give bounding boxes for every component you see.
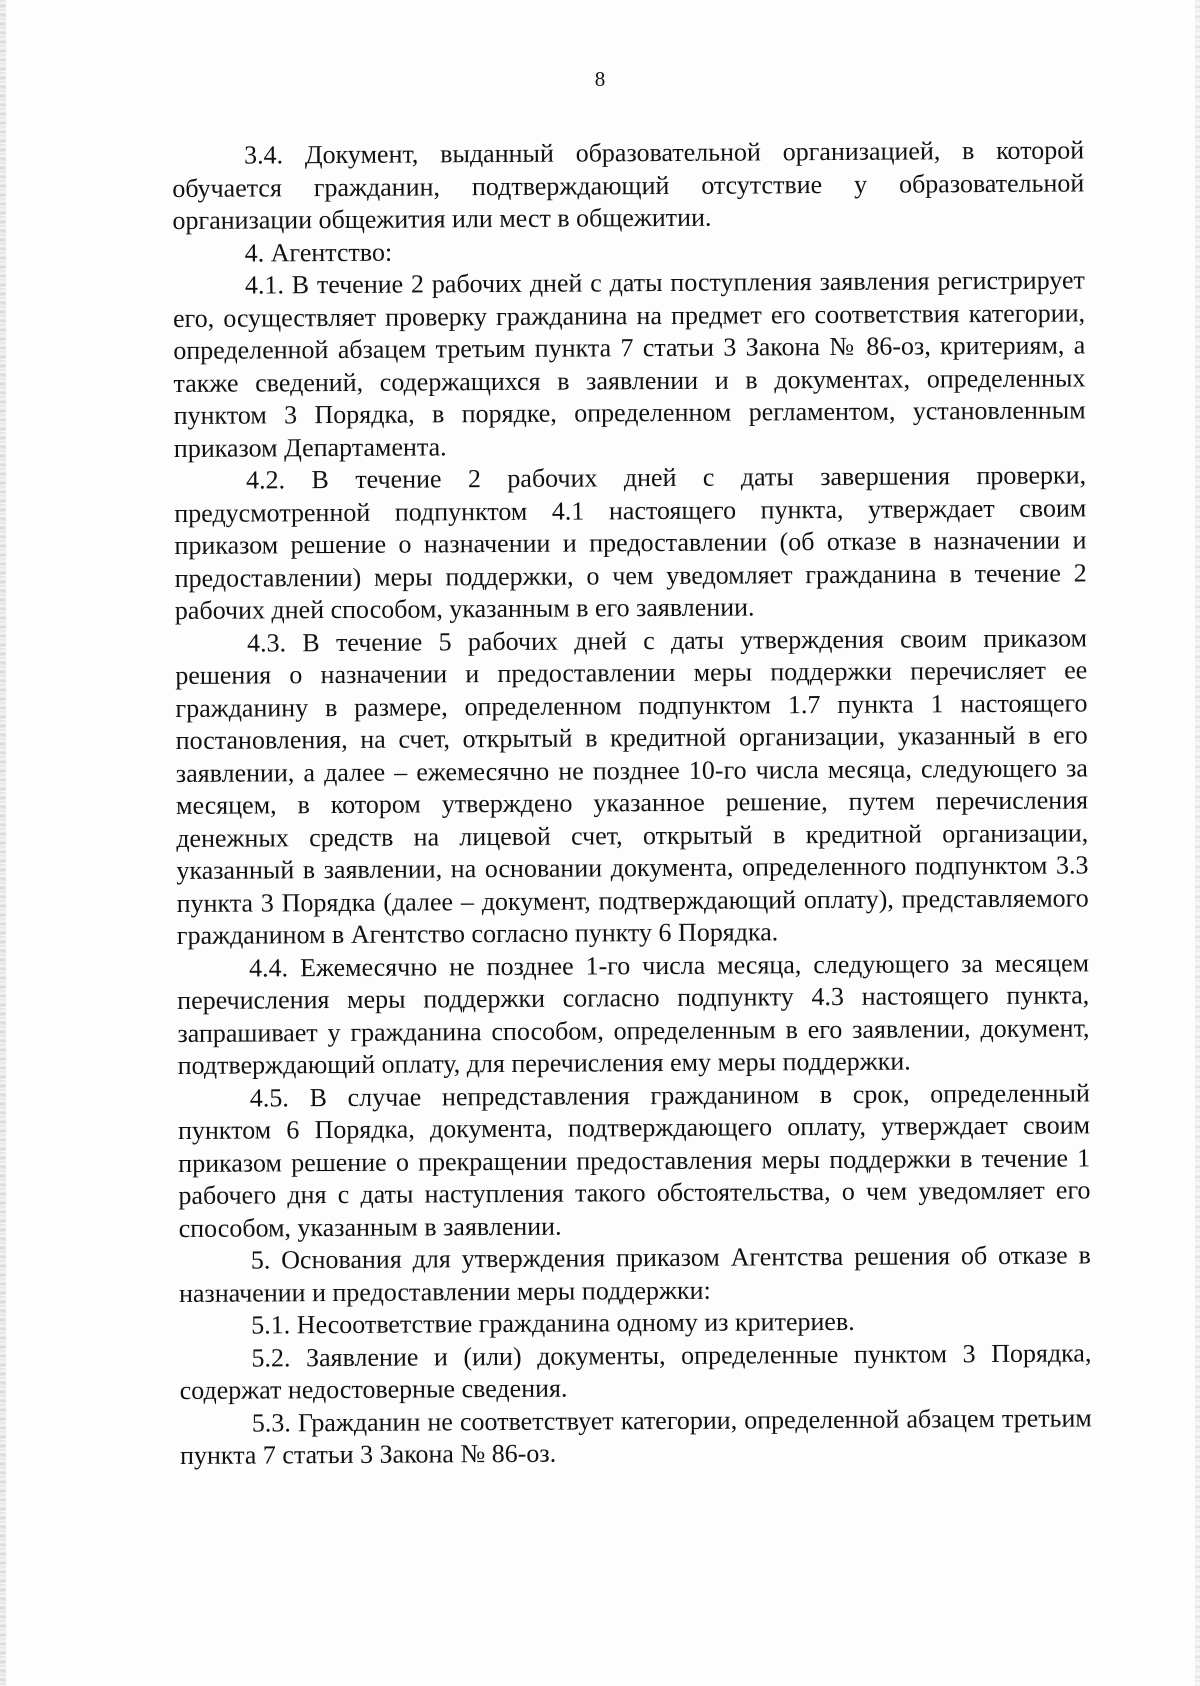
paragraph-4-2: 4.2. В течение 2 рабочих дней с даты завершения проверки, предусмотренной подпунктом 4.1 настоящего пункта, утверждает своим приказом решение о назначении и предоставлении (об отказе в назначении и предоставлении) меры поддержки, о чем уведомляет гражданина в течение 2 рабочих дней способом, указанным в его заявлении. — [174, 460, 1087, 625]
paragraph-4-3: 4.3. В течение 5 рабочих дней с даты утверждения своим приказом решения о назначении и предоставлении меры поддержки перечисляет ее гражданину в размере, определенном подпунктом 1.7 пункта 1 настоящего постановления, на счет, открытый в кредитной организации, указанный в его заявлении, а далее – ежемесячно не позднее 10-го числа месяца, следующего за месяцем, в котором утверждено указанное решение, путем перечисления денежных средств на лицевой счет, открытый в кредитной организации, указанный в заявлении, на основании документа, определенного подпунктом 3.3 пункта 3 Порядка (далее – документ, подтверждающий оплату), представляемого гражданином в Агентство согласно пункту 6 Порядка. — [175, 622, 1089, 950]
paragraph-5-heading: 5. Основания для утверждения приказом Агентства решения об отказе в назначении и предоставлении меры поддержки: — [178, 1240, 1091, 1308]
paragraph-5-1: 5.1. Несоответствие гражданина одному из критериев. — [251, 1306, 855, 1340]
paragraph-3-4: 3.4. Документ, выданный образовательной организацией, в которой обучается гражданин, подтверждающий отсутствие у образовательной организации общежития или мест в общежитии. — [172, 135, 1085, 235]
paragraph-4-heading: 4. Агентство: — [244, 237, 393, 268]
scan-right-edge — [1195, 0, 1200, 1686]
paragraph-5-3: 5.3. Гражданин не соответствует категории, определенной абзацем третьим пункта 7 статьи 3 Закона № 86-оз. — [179, 1402, 1092, 1470]
page-number: 8 — [594, 67, 606, 91]
paragraph-4-5: 4.5. В случае непредставления гражданином в срок, определенный пунктом 6 Порядка, документа, подтверждающего оплату, утверждает своим приказом решение о прекращении предоставления меры поддержки в течение 1 рабочего дня с даты наступления такого обстоятельства, о чем уведомляет его способом, указанным в заявлении. — [177, 1077, 1091, 1243]
scan-left-edge — [0, 0, 6, 1686]
paragraph-4-4: 4.4. Ежемесячно не позднее 1-го числа месяца, следующего за месяцем перечисления меры поддержки согласно подпункту 4.3 настоящего пункта, запрашивает у гражданина способом, определенным в его заявлении, документ, подтверждающий оплату, для перечисления ему меры поддержки. — [177, 947, 1090, 1080]
paragraph-4-1: 4.1. В течение 2 рабочих дней с даты поступления заявления регистрирует его, осуществляет проверку гражданина на предмет его соответствия категории, определенной абзацем третьим пункта 7 статьи 3 Закона № 86-оз, критериям, а также сведений, содержащихся в заявлении и в документах, определенных пунктом 3 Порядка, в порядке, определенном регламентом, установленным приказом Департамента. — [172, 265, 1086, 463]
paragraph-5-2: 5.2. Заявление и (или) документы, определенные пунктом 3 Порядка, содержат недостоверные сведения. — [179, 1337, 1092, 1405]
document-body — [172, 134, 1092, 1472]
